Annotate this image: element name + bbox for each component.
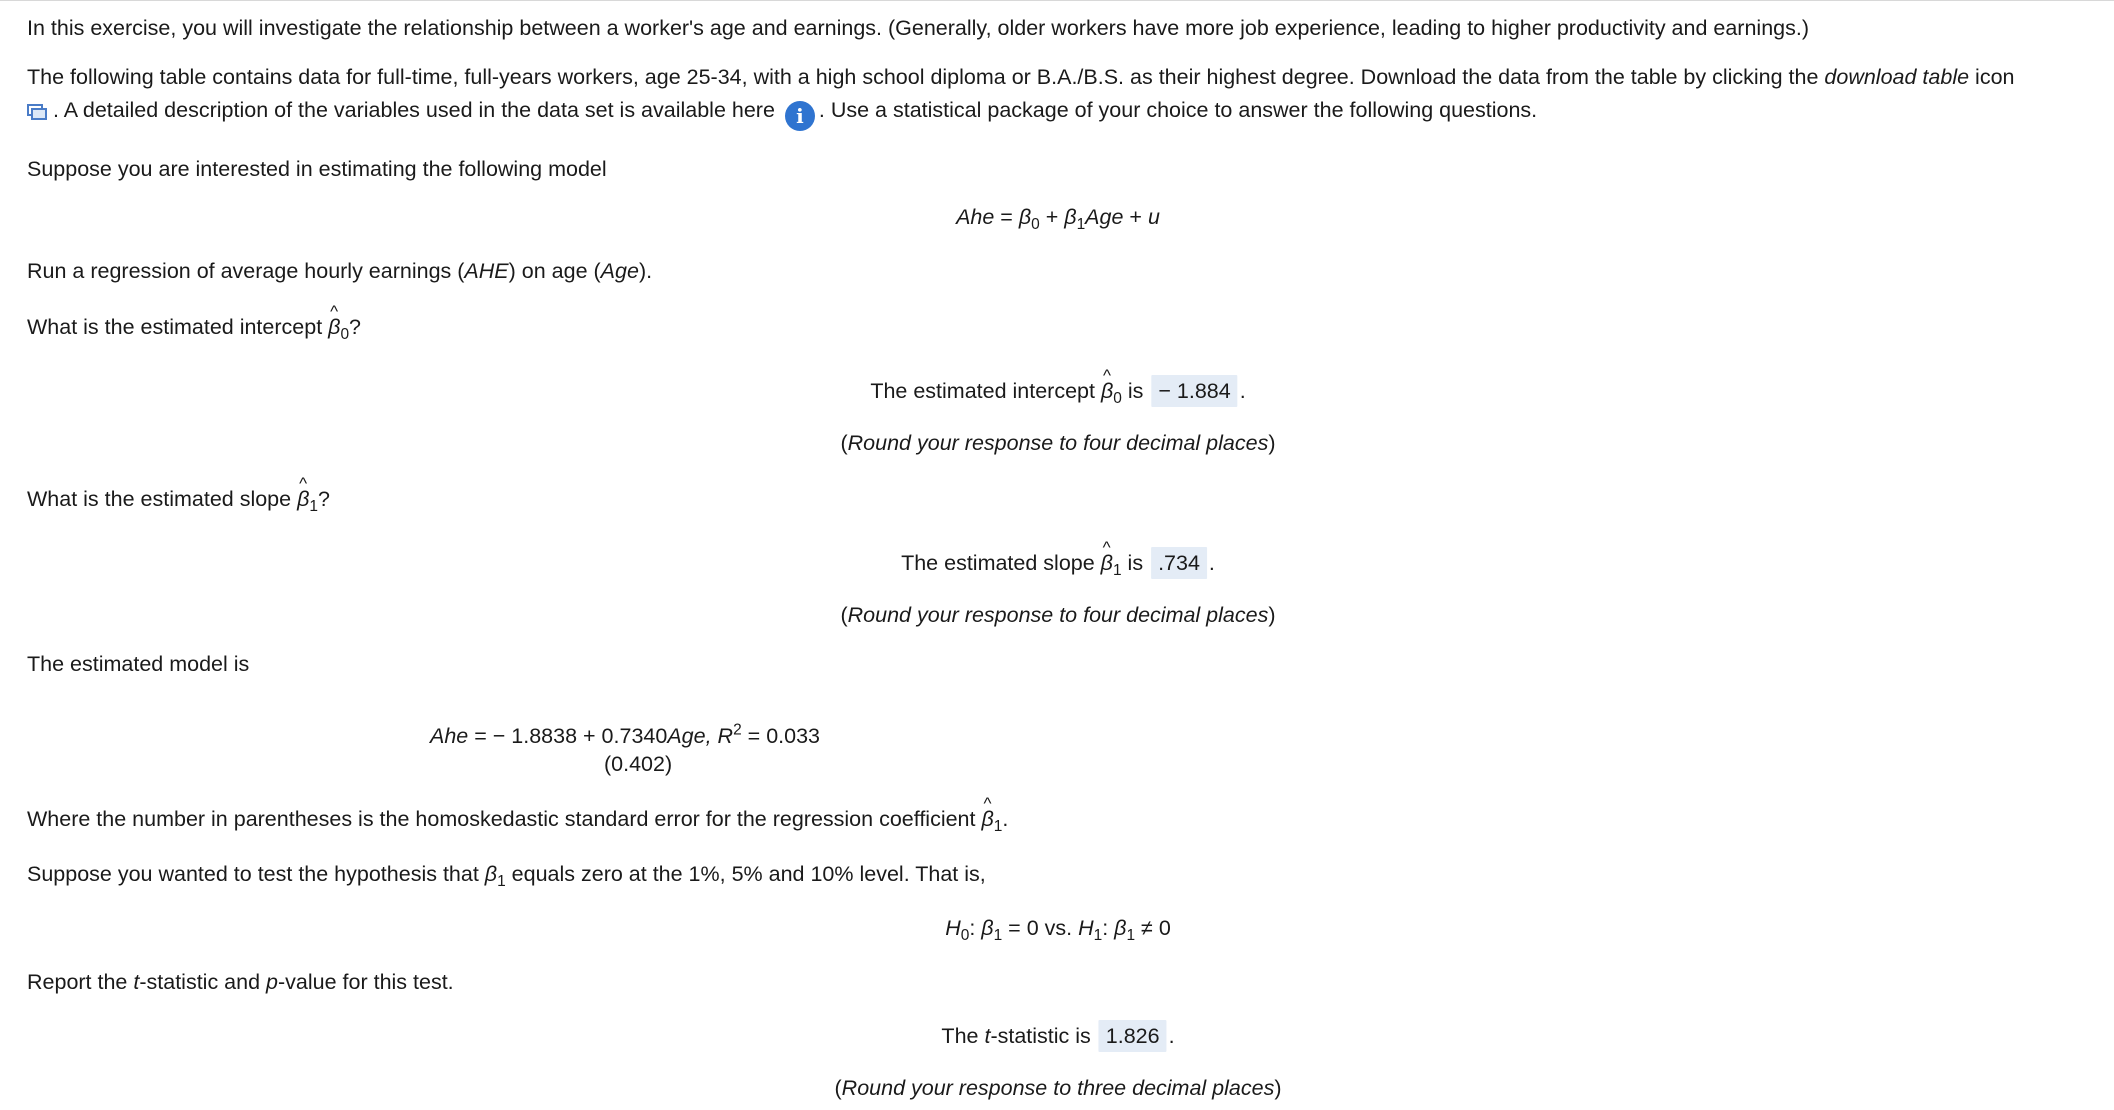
estimated-model-label: The estimated model is <box>27 652 250 676</box>
intercept-answer-field[interactable]: − 1.884 <box>1151 375 1237 407</box>
run-regression-text: Run a regression of average hourly earnings (AHE) on age (Age). <box>27 259 653 283</box>
answer-tstat: The t-statistic is 1.826 . <box>941 1020 1174 1052</box>
hypothesis-statement: $H_0$: $\beta_1 = 0$ vs. $H_1$: $\beta_1 \ne 0$ <box>945 916 1171 944</box>
model-equation: Ahe = $\beta_0 + \beta_1Age + u$ <box>956 205 1160 233</box>
answer-intercept: The estimated intercept ^ $\beta_0$ is − 1.884 . <box>870 375 1245 407</box>
round-hint-tstat: (Round your response to three decimal places) <box>834 1076 1282 1100</box>
report-text: Report the t-statistic and p-value for this test. <box>27 970 454 994</box>
question-slope: What is the estimated slope ^ $\beta_1$? <box>27 485 330 513</box>
table-description-line2: . A detailed description of the variables used in the data set is available here i . Use a statistical package of your choice to answer the following questions. <box>27 96 1537 131</box>
download-table-icon[interactable] <box>27 99 47 127</box>
tstat-answer-field[interactable]: 1.826 <box>1099 1020 1167 1052</box>
table-description: The following table contains data for full-time, full-years workers, age 25-34, with a high school diploma or B.A./B.S. as their highest degree. Download the data from the table by clicking the download table icon <box>27 65 2015 89</box>
answer-slope: The estimated slope ^ $\beta_1$ is .734 . <box>901 547 1215 579</box>
intro-text: In this exercise, you will investigate the relationship between a worker's age and earnings. (Generally, older workers have more job experience, leading to higher productivity and earnings.) <box>27 16 1810 40</box>
estimated-model-equation: Ahe = − 1.8838 + 0.7340Age, $R^2 = 0.033$ <box>430 721 820 748</box>
info-icon[interactable]: i <box>785 101 815 131</box>
round-hint-slope: (Round your response to four decimal places) <box>840 603 1276 627</box>
hypothesis-intro: Suppose you wanted to test the hypothesis that $\beta_1$ equals zero at the 1%, 5% and 10% level. That is, <box>27 862 986 890</box>
top-divider <box>0 0 2114 1</box>
where-text: Where the number in parentheses is the homoskedastic standard error for the regression coefficient ^ $\beta_1$. <box>27 805 1008 833</box>
model-intro: Suppose you are interested in estimating the following model <box>27 157 607 181</box>
slope-answer-field[interactable]: .734 <box>1151 547 1207 579</box>
question-intercept: What is the estimated intercept ^ $\beta_0$? <box>27 313 361 341</box>
round-hint-intercept: (Round your response to four decimal places) <box>840 431 1276 455</box>
standard-error: (0.402) <box>604 752 673 776</box>
